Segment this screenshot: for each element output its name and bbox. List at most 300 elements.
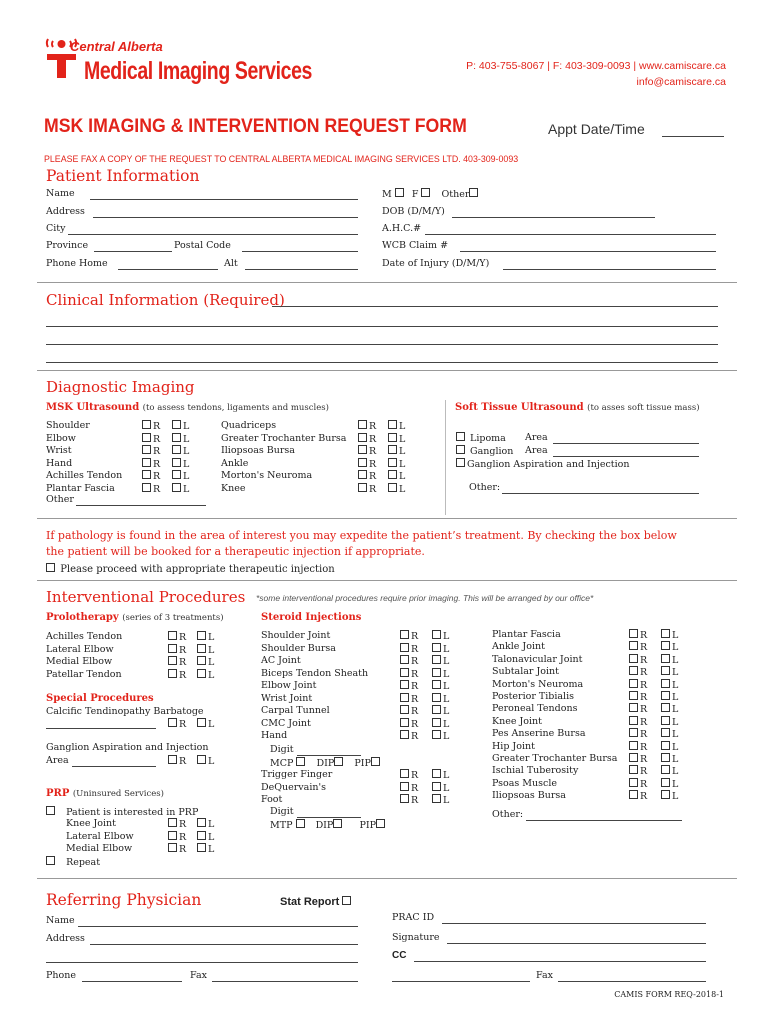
r-side-option: R [629, 654, 647, 666]
ahc-field[interactable] [425, 234, 716, 235]
l-side-checkbox[interactable] [432, 693, 441, 702]
soft-other-field[interactable] [502, 493, 699, 494]
contact-line1: P: 403-755-8067 | F: 403-309-0093 | www.camiscare.ca [466, 60, 726, 72]
physician-address-field-2[interactable] [46, 962, 358, 963]
physician-name-label: Name [46, 915, 75, 926]
l-side-option: L [197, 669, 214, 681]
calcific-label: Calcific Tendinopathy Barbatoge [46, 706, 204, 717]
r-side-option: R [168, 644, 186, 656]
dip-checkbox-1[interactable] [334, 757, 343, 766]
r-side-option: R [400, 782, 418, 794]
l-side-checkbox[interactable] [172, 445, 181, 454]
r-side-checkbox[interactable] [168, 831, 177, 840]
l-side-option: L [172, 433, 189, 445]
l-side-checkbox[interactable] [432, 782, 441, 791]
option-label: Shoulder Joint [261, 630, 331, 641]
l-side-checkbox[interactable] [197, 669, 206, 678]
l-side-option: L [388, 470, 405, 482]
patient-postal-label: Postal Code [174, 240, 231, 251]
gang-asp-l-checkbox[interactable] [197, 755, 206, 764]
l-side-checkbox[interactable] [432, 655, 441, 664]
l-side-checkbox[interactable] [197, 644, 206, 653]
option-label: Lateral Elbow [46, 643, 114, 655]
repeat-option: Repeat [46, 856, 100, 868]
option-label: Plantar Fascia [46, 482, 115, 494]
foot-joint-options: MTP DIP PIP [270, 819, 387, 831]
r-side-option: R [142, 420, 160, 432]
l-side-option: L [661, 654, 678, 666]
repeat-checkbox[interactable] [46, 856, 55, 865]
l-side-option: L [388, 420, 405, 432]
l-side-option: L [388, 433, 405, 445]
r-side-checkbox[interactable] [168, 843, 177, 852]
logo-line2: Medical Imaging Services [84, 57, 312, 85]
prolotherapy-title: Prolotherapy (series of 3 treatments) [46, 612, 224, 623]
lipoma-area-label: Area [525, 432, 548, 443]
r-side-option: R [629, 691, 647, 703]
prac-id-field[interactable] [442, 923, 706, 924]
r-side-checkbox[interactable] [400, 782, 409, 791]
l-side-option: L [661, 703, 678, 715]
option-label: Trigger Finger [261, 769, 333, 780]
appt-field[interactable] [662, 136, 724, 137]
option-label: Talonavicular Joint [492, 653, 583, 665]
r-side-checkbox[interactable] [358, 470, 367, 479]
pip-checkbox-2[interactable] [376, 819, 385, 828]
ganglion-option: Ganglion [456, 445, 513, 457]
r-side-checkbox[interactable] [358, 483, 367, 492]
r-side-option: R [400, 705, 418, 717]
patient-alt-label: Alt [224, 258, 238, 269]
l-side-option: L [661, 753, 678, 765]
r-side-checkbox[interactable] [400, 769, 409, 778]
r-side-checkbox[interactable] [400, 730, 409, 739]
prp-title: PRP (Uninsured Services) [46, 788, 164, 799]
doi-label: Date of Injury (D/M/Y) [382, 258, 490, 269]
signature-label: Signature [392, 932, 440, 943]
r-side-checkbox[interactable] [400, 705, 409, 714]
l-side-checkbox[interactable] [197, 818, 206, 827]
proceed-injection-checkbox[interactable] [46, 563, 55, 572]
stat-report-option: Stat Report [280, 896, 353, 908]
option-label: Morton's Neuroma [221, 470, 313, 481]
option-label: Wrist Joint [261, 692, 313, 704]
signature-field[interactable] [447, 943, 706, 944]
l-side-checkbox[interactable] [661, 741, 670, 750]
prp-interest-option: Patient is interested in PRP [46, 806, 198, 818]
l-side-checkbox[interactable] [197, 631, 206, 640]
lipoma-checkbox[interactable] [456, 432, 465, 441]
l-side-checkbox[interactable] [661, 753, 670, 762]
stat-report-checkbox[interactable] [342, 896, 351, 905]
physician-address-field[interactable] [90, 944, 358, 945]
r-side-option: R [629, 716, 647, 728]
l-side-checkbox[interactable] [172, 458, 181, 467]
l-side-checkbox[interactable] [172, 470, 181, 479]
option-label: Psoas Muscle [492, 777, 557, 789]
l-side-option: L [388, 445, 405, 457]
physician-fax-label: Fax [190, 970, 207, 981]
option-label: Knee Joint [492, 715, 542, 727]
r-side-checkbox[interactable] [629, 741, 638, 750]
l-side-checkbox[interactable] [388, 420, 397, 429]
l-side-checkbox[interactable] [172, 420, 181, 429]
doi-field[interactable] [503, 269, 716, 270]
pathology-text-1: If pathology is found in the area of interest you may expedite the patient’s treatment. By checking the box below [46, 529, 677, 542]
special-procedures-title: Special Procedures [46, 693, 154, 704]
r-side-checkbox[interactable] [358, 458, 367, 467]
option-label: Patellar Tendon [46, 668, 122, 680]
gang-asp-r-option: R [168, 755, 186, 767]
r-side-checkbox[interactable] [400, 693, 409, 702]
sex-other-checkbox[interactable] [469, 188, 478, 197]
r-side-checkbox[interactable] [142, 445, 151, 454]
divider [37, 370, 737, 371]
l-side-checkbox[interactable] [432, 643, 441, 652]
option-label: Achilles Tendon [46, 631, 123, 642]
l-side-option: L [661, 666, 678, 678]
sex-f-checkbox[interactable] [421, 188, 430, 197]
l-side-checkbox[interactable] [661, 778, 670, 787]
r-side-checkbox[interactable] [142, 483, 151, 492]
lipoma-area-field[interactable] [553, 443, 699, 444]
r-side-checkbox[interactable] [168, 631, 177, 640]
msk-other-label: Other [46, 494, 74, 505]
patient-city-field[interactable] [68, 234, 358, 235]
l-side-checkbox[interactable] [432, 794, 441, 803]
divider [37, 580, 737, 581]
r-side-checkbox[interactable] [629, 666, 638, 675]
divider [37, 282, 737, 283]
ahc-label: A.H.C.# [382, 223, 422, 234]
r-side-checkbox[interactable] [358, 420, 367, 429]
digit-field-2[interactable] [297, 817, 361, 818]
r-side-checkbox[interactable] [400, 794, 409, 803]
l-side-checkbox[interactable] [661, 629, 670, 638]
l-side-option: L [661, 741, 678, 753]
l-side-option: L [432, 705, 449, 717]
l-side-option: L [432, 680, 449, 692]
ganglion-area-label: Area [525, 445, 548, 456]
r-side-option: R [629, 728, 647, 740]
cc-fax-field[interactable] [558, 981, 706, 982]
form-code: CAMIS FORM REQ-2018-1 [614, 990, 724, 999]
r-side-option: R [358, 433, 376, 445]
mtp-checkbox[interactable] [296, 819, 305, 828]
patient-name-label: Name [46, 188, 75, 199]
dob-label: DOB (D/M/Y) [382, 206, 445, 217]
l-side-option: L [197, 831, 214, 843]
l-side-option: L [661, 728, 678, 740]
physician-address-label: Address [46, 933, 85, 944]
r-side-option: R [400, 643, 418, 655]
l-side-option: L [197, 644, 214, 656]
soft-tissue-title: Soft Tissue Ultrasound (to asses soft tissue mass) [455, 402, 700, 413]
l-side-option: L [432, 794, 449, 806]
r-side-option: R [400, 730, 418, 742]
l-side-option: L [432, 655, 449, 667]
pathology-text-2: the patient will be booked for a therapeutic injection if appropriate. [46, 545, 425, 558]
contact-line2: info@camiscare.ca [636, 76, 726, 88]
clinical-field-3[interactable] [46, 344, 718, 345]
r-side-option: R [168, 818, 186, 830]
r-side-option: R [629, 765, 647, 777]
r-side-option: R [629, 629, 647, 641]
physician-fax-field[interactable] [212, 981, 358, 982]
l-side-checkbox[interactable] [661, 641, 670, 650]
divider [37, 878, 737, 879]
r-side-option: R [629, 641, 647, 653]
patient-postal-field[interactable] [242, 251, 358, 252]
l-side-option: L [661, 790, 678, 802]
option-label: Greater Trochanter Bursa [221, 432, 347, 444]
r-side-option: R [629, 666, 647, 678]
r-side-checkbox[interactable] [142, 420, 151, 429]
ganglion-aspiration-option: Ganglion Aspiration and Injection [456, 458, 630, 470]
gang-asp-l-option: L [197, 755, 214, 767]
l-side-checkbox[interactable] [661, 666, 670, 675]
option-label: Knee Joint [66, 818, 116, 829]
option-label: Medial Elbow [66, 843, 133, 854]
sex-m-checkbox[interactable] [395, 188, 404, 197]
l-side-checkbox[interactable] [661, 765, 670, 774]
cc-name-field[interactable] [392, 981, 530, 982]
ganglion-checkbox[interactable] [456, 445, 465, 454]
option-label: AC Joint [261, 655, 301, 666]
r-side-checkbox[interactable] [168, 818, 177, 827]
r-side-checkbox[interactable] [400, 630, 409, 639]
option-label: Hand [261, 730, 288, 741]
l-side-checkbox[interactable] [388, 458, 397, 467]
r-side-checkbox[interactable] [142, 470, 151, 479]
calcific-l-option: L [197, 718, 214, 730]
r-side-checkbox[interactable] [629, 790, 638, 799]
l-side-option: L [172, 483, 189, 495]
r-side-checkbox[interactable] [400, 718, 409, 727]
r-side-checkbox[interactable] [400, 668, 409, 677]
l-side-option: L [432, 643, 449, 655]
l-side-option: L [432, 718, 449, 730]
l-side-checkbox[interactable] [432, 730, 441, 739]
option-label: Iliopsoas Bursa [492, 790, 566, 802]
option-label: Peroneal Tendons [492, 703, 578, 715]
r-side-option: R [400, 718, 418, 730]
l-side-checkbox[interactable] [388, 445, 397, 454]
option-label: Medial Elbow [46, 656, 113, 667]
option-label: Subtalar Joint [492, 666, 559, 678]
r-side-option: R [400, 794, 418, 806]
option-label: Iliopsoas Bursa [221, 445, 295, 456]
l-side-checkbox[interactable] [432, 705, 441, 714]
dip-checkbox-2[interactable] [333, 819, 342, 828]
l-side-option: L [432, 630, 449, 642]
lipoma-option: Lipoma [456, 432, 506, 444]
r-side-checkbox[interactable] [142, 458, 151, 467]
r-side-checkbox[interactable] [358, 445, 367, 454]
r-side-checkbox[interactable] [168, 669, 177, 678]
interventional-section-title: Interventional Procedures [46, 588, 246, 606]
r-side-option: R [629, 753, 647, 765]
l-side-option: L [172, 470, 189, 482]
l-side-checkbox[interactable] [197, 831, 206, 840]
l-side-option: L [432, 782, 449, 794]
physician-phone-label: Phone [46, 970, 76, 981]
logo-line1: Central Alberta [70, 39, 163, 54]
l-side-option: L [661, 765, 678, 777]
digit-field-1[interactable] [297, 755, 361, 756]
r-side-checkbox[interactable] [629, 703, 638, 712]
gang-asp-label: Ganglion Aspiration and Injection [46, 742, 209, 753]
gang-asp-r-checkbox[interactable] [168, 755, 177, 764]
l-side-checkbox[interactable] [661, 728, 670, 737]
patient-phone-field[interactable] [118, 269, 218, 270]
patient-province-field[interactable] [94, 251, 172, 252]
option-label: Carpal Tunnel [261, 705, 330, 716]
r-side-option: R [400, 680, 418, 692]
clinical-field-4[interactable] [46, 362, 718, 363]
r-side-checkbox[interactable] [400, 655, 409, 664]
option-label: Hip Joint [492, 740, 535, 752]
r-side-option: R [142, 470, 160, 482]
l-side-option: L [661, 679, 678, 691]
r-side-checkbox[interactable] [629, 753, 638, 762]
pip-checkbox-1[interactable] [371, 757, 380, 766]
option-label: Ankle Joint [492, 641, 545, 653]
l-side-checkbox[interactable] [388, 470, 397, 479]
l-side-checkbox[interactable] [172, 483, 181, 492]
l-side-option: L [661, 778, 678, 790]
prp-interest-checkbox[interactable] [46, 806, 55, 815]
l-side-checkbox[interactable] [388, 433, 397, 442]
option-label: Ischial Tuberosity [492, 765, 579, 777]
r-side-checkbox[interactable] [629, 765, 638, 774]
patient-name-field[interactable] [90, 199, 358, 200]
r-side-checkbox[interactable] [629, 654, 638, 663]
l-side-checkbox[interactable] [197, 843, 206, 852]
l-side-checkbox[interactable] [661, 679, 670, 688]
l-side-checkbox[interactable] [432, 630, 441, 639]
r-side-option: R [358, 420, 376, 432]
ganglion-aspiration-checkbox[interactable] [456, 458, 465, 467]
l-side-option: L [172, 445, 189, 457]
msk-other-field[interactable] [76, 505, 206, 506]
option-label: Lateral Elbow [66, 830, 134, 842]
interventional-other-field[interactable] [526, 820, 682, 821]
calcific-l-checkbox[interactable] [197, 718, 206, 727]
r-side-checkbox[interactable] [629, 716, 638, 725]
l-side-option: L [197, 656, 214, 668]
soft-other-label: Other: [469, 482, 501, 493]
r-side-option: R [142, 445, 160, 457]
calcific-r-checkbox[interactable] [168, 718, 177, 727]
option-label: Hand [46, 457, 73, 469]
digit-label-2: Digit [270, 806, 294, 817]
r-side-checkbox[interactable] [168, 644, 177, 653]
option-label: Knee [221, 482, 246, 494]
r-side-option: R [629, 790, 647, 802]
patient-alt-field[interactable] [245, 269, 358, 270]
l-side-option: L [432, 769, 449, 781]
wcb-label: WCB Claim # [382, 240, 449, 251]
form-title: MSK IMAGING & INTERVENTION REQUEST FORM [44, 116, 467, 137]
ganglion-area-field[interactable] [553, 456, 699, 457]
l-side-checkbox[interactable] [197, 656, 206, 665]
divider [37, 518, 737, 519]
option-label: Greater Trochanter Bursa [492, 753, 618, 764]
r-side-checkbox[interactable] [629, 679, 638, 688]
r-side-option: R [168, 669, 186, 681]
r-side-checkbox[interactable] [629, 641, 638, 650]
l-side-checkbox[interactable] [432, 718, 441, 727]
patient-address-field[interactable] [93, 217, 358, 218]
r-side-checkbox[interactable] [629, 778, 638, 787]
r-side-checkbox[interactable] [142, 433, 151, 442]
r-side-checkbox[interactable] [168, 656, 177, 665]
calcific-r-option: R [168, 718, 186, 730]
fax-notice: PLEASE FAX A COPY OF THE REQUEST TO CENTRAL ALBERTA MEDICAL IMAGING SERVICES LTD. 403-309-0093 [44, 154, 519, 165]
l-side-option: L [197, 843, 214, 855]
gang-asp-area-field[interactable] [72, 766, 156, 767]
mcp-checkbox[interactable] [296, 757, 305, 766]
r-side-checkbox[interactable] [629, 691, 638, 700]
calcific-field[interactable] [46, 728, 156, 729]
l-side-checkbox[interactable] [661, 703, 670, 712]
l-side-checkbox[interactable] [432, 680, 441, 689]
r-side-option: R [358, 445, 376, 457]
option-label: DeQuervain's [261, 781, 326, 793]
l-side-option: L [172, 458, 189, 470]
steroid-title: Steroid Injections [261, 612, 362, 623]
option-label: Achilles Tendon [46, 470, 123, 481]
l-side-checkbox[interactable] [661, 716, 670, 725]
l-side-checkbox[interactable] [661, 790, 670, 799]
l-side-option: L [661, 691, 678, 703]
option-label: Quadriceps [221, 420, 277, 431]
clinical-field-2[interactable] [46, 326, 718, 327]
l-side-checkbox[interactable] [172, 433, 181, 442]
l-side-checkbox[interactable] [432, 668, 441, 677]
l-side-checkbox[interactable] [432, 769, 441, 778]
r-side-checkbox[interactable] [400, 680, 409, 689]
patient-province-label: Province [46, 240, 89, 251]
l-side-option: L [172, 420, 189, 432]
l-side-checkbox[interactable] [388, 483, 397, 492]
interventional-other-label: Other: [492, 809, 524, 820]
l-side-option: L [388, 483, 405, 495]
physician-phone-field[interactable] [82, 981, 182, 982]
option-label: Morton's Neuroma [492, 678, 584, 690]
r-side-option: R [168, 656, 186, 668]
r-side-checkbox[interactable] [629, 728, 638, 737]
r-side-option: R [358, 458, 376, 470]
prac-id-label: PRAC ID [392, 912, 435, 923]
l-side-option: L [197, 818, 214, 830]
cc-field[interactable] [414, 961, 706, 962]
r-side-checkbox[interactable] [358, 433, 367, 442]
r-side-checkbox[interactable] [400, 643, 409, 652]
clinical-field-1[interactable] [272, 306, 718, 307]
l-side-checkbox[interactable] [661, 691, 670, 700]
physician-name-field[interactable] [78, 926, 358, 927]
wcb-field[interactable] [460, 251, 716, 252]
r-side-checkbox[interactable] [629, 629, 638, 638]
clinical-section-title: Clinical Information (Required) [46, 291, 285, 309]
l-side-checkbox[interactable] [661, 654, 670, 663]
r-side-option: R [400, 630, 418, 642]
r-side-option: R [400, 668, 418, 680]
l-side-option: L [197, 631, 214, 643]
dob-field[interactable] [452, 217, 655, 218]
